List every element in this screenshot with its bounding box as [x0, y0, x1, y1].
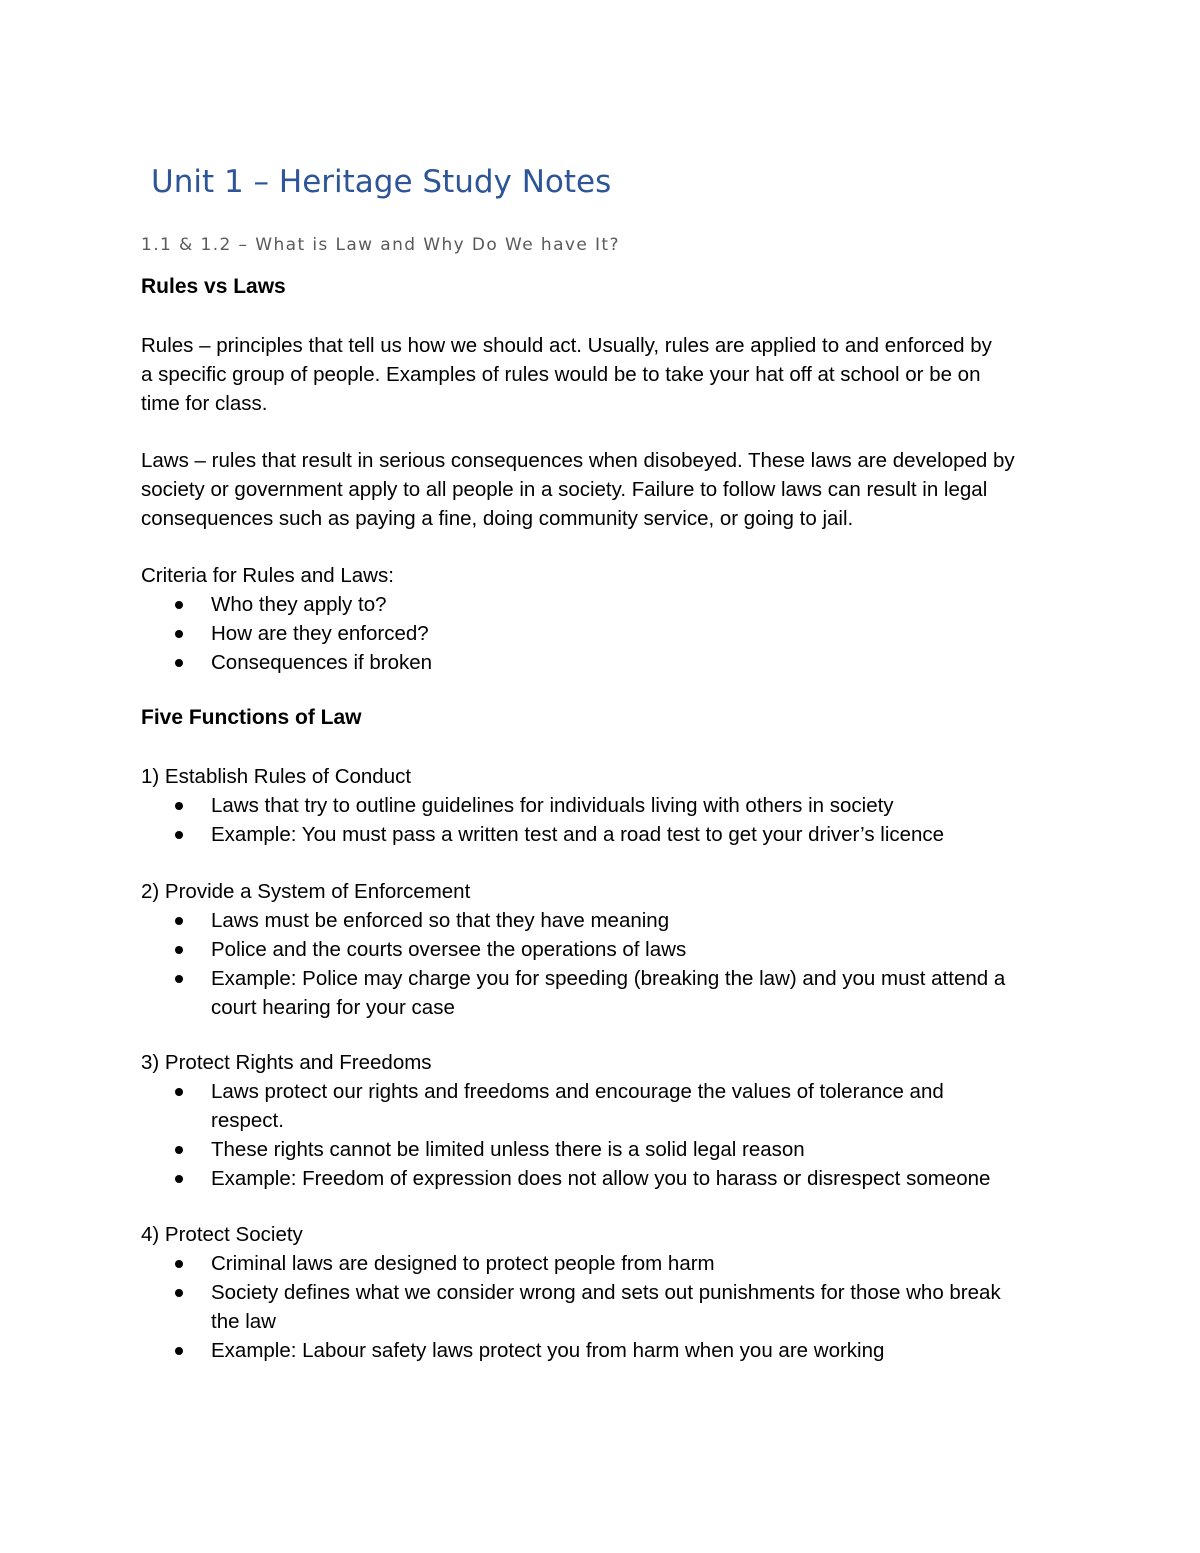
function-bullets — [0, 1077, 1071, 1193]
list-item: Consequences if broken — [0, 648, 1071, 677]
heading-five-functions: Five Functions of Law — [141, 706, 362, 729]
criteria-label: Criteria for Rules and Laws: — [141, 564, 394, 587]
document-title: Unit 1 – Heritage Study Notes — [151, 164, 612, 200]
paragraph-laws — [141, 446, 1061, 533]
bullet-icon — [175, 1347, 183, 1355]
bullet-icon — [175, 946, 183, 954]
section-subtitle: 1.1 & 1.2 – What is Law and Why Do We have It? — [141, 235, 620, 255]
list-item: Example: Freedom of expression does not allow you to harass or disrespect someone — [0, 1164, 1071, 1193]
paragraph-line: society or government apply to all people in a society. Failure to follow laws can result in legal — [141, 478, 988, 501]
list-item: Criminal laws are designed to protect people from harm — [0, 1249, 1071, 1278]
bullet-icon — [175, 975, 183, 983]
bullet-icon — [175, 601, 183, 609]
bullet-icon — [175, 831, 183, 839]
bullet-icon — [175, 1146, 183, 1154]
bullet-icon — [175, 659, 183, 667]
bullet-icon — [175, 630, 183, 638]
list-item: Laws must be enforced so that they have meaning — [0, 906, 1071, 935]
paragraph-line: Rules – principles that tell us how we should act. Usually, rules are applied to and enforced by — [141, 334, 992, 357]
function-title: 3) Protect Rights and Freedoms — [141, 1051, 432, 1074]
function-title: 4) Protect Society — [141, 1223, 303, 1246]
bullet-icon — [175, 1289, 183, 1297]
bullet-icon — [175, 802, 183, 810]
paragraph-rules — [141, 331, 1061, 418]
function-bullets — [0, 1249, 1071, 1365]
paragraph-line: time for class. — [141, 392, 268, 415]
heading-rules-vs-laws: Rules vs Laws — [141, 275, 286, 298]
function-bullets — [0, 791, 1071, 849]
list-item: Society defines what we consider wrong and sets out punishments for those who break the law — [0, 1278, 1071, 1336]
criteria-list — [0, 590, 1071, 677]
function-bullets — [0, 906, 1071, 1022]
paragraph-line: a specific group of people. Examples of rules would be to take your hat off at school or be on — [141, 363, 981, 386]
list-item: Laws that try to outline guidelines for individuals living with others in society — [0, 791, 1071, 820]
list-item: Laws protect our rights and freedoms and encourage the values of tolerance and respect. — [0, 1077, 1071, 1135]
bullet-icon — [175, 917, 183, 925]
function-title: 1) Establish Rules of Conduct — [141, 765, 412, 788]
paragraph-line: consequences such as paying a fine, doing community service, or going to jail. — [141, 507, 854, 530]
list-item: These rights cannot be limited unless there is a solid legal reason — [0, 1135, 1071, 1164]
list-item: Police and the courts oversee the operations of laws — [0, 935, 1071, 964]
list-item: Example: Police may charge you for speeding (breaking the law) and you must attend a court hearing for your case — [0, 964, 1071, 1022]
function-title: 2) Provide a System of Enforcement — [141, 880, 471, 903]
list-item: Example: You must pass a written test and a road test to get your driver’s licence — [0, 820, 1071, 849]
list-item: Who they apply to? — [0, 590, 1071, 619]
list-item: Example: Labour safety laws protect you from harm when you are working — [0, 1336, 1071, 1365]
paragraph-line: Laws – rules that result in serious consequences when disobeyed. These laws are developed by — [141, 449, 1015, 472]
bullet-icon — [175, 1175, 183, 1183]
bullet-icon — [175, 1260, 183, 1268]
bullet-icon — [175, 1088, 183, 1096]
list-item: How are they enforced? — [0, 619, 1071, 648]
